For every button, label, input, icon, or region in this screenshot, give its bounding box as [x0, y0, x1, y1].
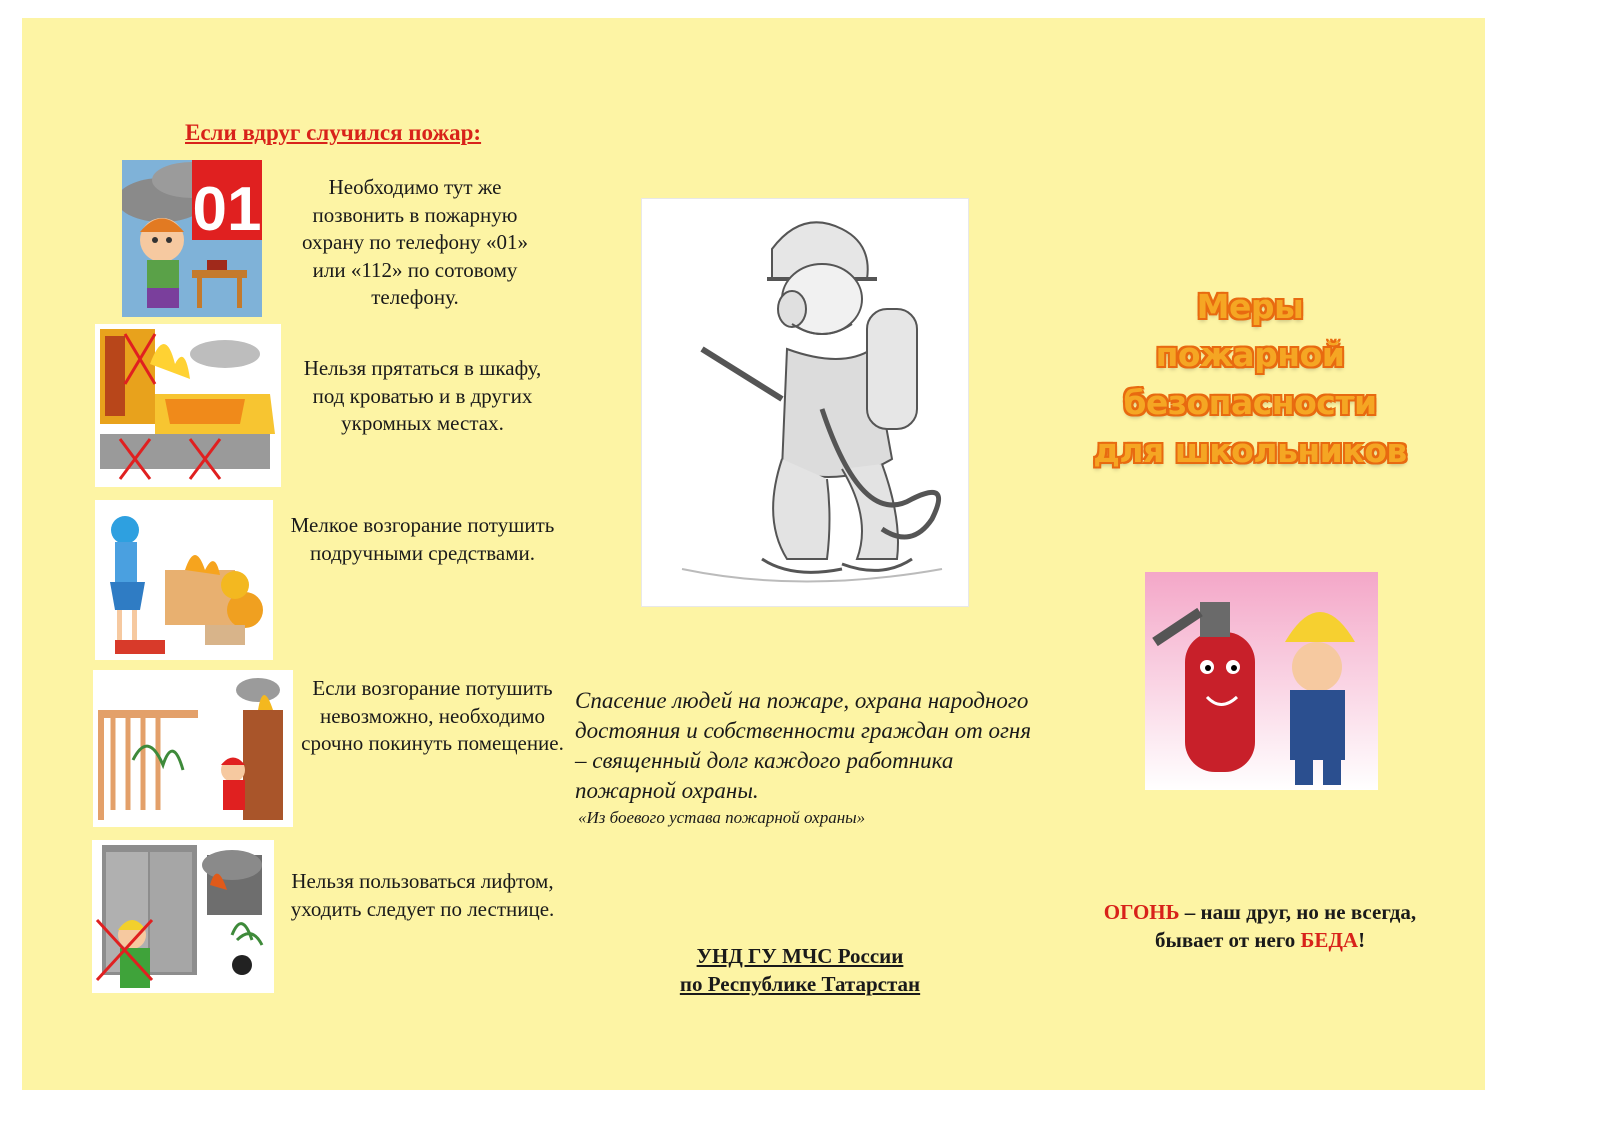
- motto-fire-word: ОГОНЬ: [1103, 900, 1180, 924]
- motto-trouble-word: БЕДА: [1300, 928, 1359, 952]
- extinguisher-and-boy-image: [1145, 572, 1378, 790]
- quote-text: Спасение людей на пожаре, охрана народного достояния и собственности граждан от огня – священный долг каждого работника пожарной охраны.: [575, 688, 1032, 803]
- leave-room-icon: [93, 670, 293, 827]
- organization-name: [640, 942, 960, 998]
- brochure-title: [1080, 283, 1420, 475]
- badge-01: 01: [192, 175, 262, 244]
- no-hiding-icon: [95, 324, 281, 487]
- small-fire-icon: [95, 500, 273, 660]
- rule-no-elevator: Нельзя пользоваться лифтом, уходить следует по лестнице.: [290, 869, 555, 921]
- motto-line-2: [1060, 926, 1460, 954]
- rule-leave-room: Если возгорание потушить невозможно, необходимо срочно покинуть помещение.: [301, 676, 564, 755]
- organization-line-1: УНД ГУ МЧС России: [696, 944, 904, 968]
- rule-call-fire-service: Необходимо тут же позвонить в пожарную охрану по телефону «01» или «112» по сотовому телефону.: [302, 175, 528, 309]
- title-line-2: пожарной: [1155, 335, 1345, 374]
- fire-heading: Если вдруг случился пожар:: [185, 120, 482, 145]
- rule-no-hiding: Нельзя прятаться в шкафу, под кроватью и в других укромных местах.: [303, 356, 542, 435]
- motto-middle: – наш друг, но не всегда,: [1179, 900, 1417, 924]
- rule-extinguish-small-fire: Мелкое возгорание потушить подручными средствами.: [290, 513, 555, 565]
- fire-motto: [1060, 898, 1460, 954]
- quote-source: «Из боевого устава пожарной охраны»: [578, 808, 866, 827]
- motto-end: !: [1358, 928, 1366, 952]
- title-line-3: безопасности: [1123, 383, 1377, 422]
- organization-line-2: по Республике Татарстан: [679, 972, 921, 996]
- firefighter-sketch-image: [641, 198, 969, 607]
- title-line-4: для школьников: [1093, 431, 1407, 470]
- phone-01-icon: [122, 160, 262, 317]
- no-elevator-icon: [92, 840, 274, 993]
- title-line-1: Меры: [1196, 287, 1304, 326]
- motto-line-1: [1060, 898, 1460, 926]
- motto-line-2-start: бывает от него: [1154, 928, 1301, 952]
